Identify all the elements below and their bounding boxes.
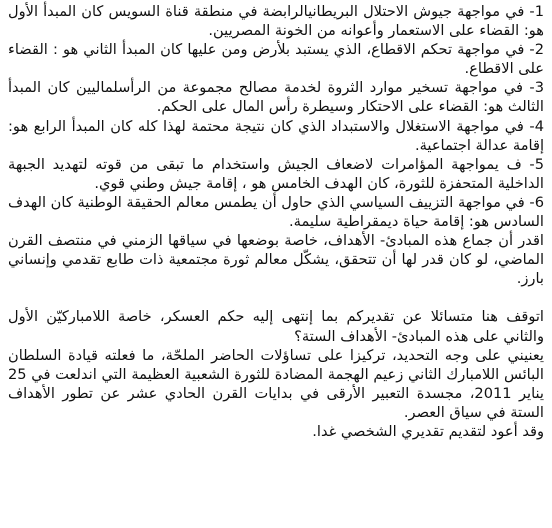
paragraph-principle-2: 2- في مواجهة تحكم الاقطاع، الذي يستبد بلأرض ومن عليها كان المبدأ الثاني هو : القضاء على الاقطاع. xyxy=(8,41,544,78)
paragraph-question: اتوقف هنا متسائلا عن تقديركم بما إنتهى إليه حكم العسكر، خاصة اللامباركيّن الأول والثاني على هذه المبادئ- الأهداف الستة؟ xyxy=(8,308,544,345)
paragraph-principle-5: 5- ف يمواجهة المؤامرات لاضعاف الجيش واستخدام ما تبقى من قوته لتهديد الجبهة الداخلية المتحفزة للثورة، كان الهدف الخامس هو ، إقامة جيش وطني قوي. xyxy=(8,155,544,192)
paragraph-focus: يعنيني على وجه التحديد، تركيزا على تساؤلات الحاضر الملحّة، ما فعلته قيادة السلطان البائس اللامبارك الثاني زعيم الهجمة المضادة للثورة الشعبية العظيمة التي اندلعت في 25 يناير 2011، مجسدة التعبير الأرقى في بدايات القرن الحادي عشر عن تطور الأهداف الستة في سياق العصر. xyxy=(8,346,544,421)
paragraph-assessment: اقدر أن جماع هذه المبادئ- الأهداف، خاصة بوضعها في سياقها الزمني في منتصف القرن الماضي، لو كان قدر لها أن تتحقق، يشكّل معالم ثورة مجتمعية ذات طابع تقدمي وإنساني بارز. xyxy=(8,232,544,288)
paragraph-principle-6: 6- في مواجهة التزييف السياسي الذي حاول أن يطمس معالم الحقيقة الوطنية كان الهدف السادس هو: إقامة حياة ديمقراطية سليمة. xyxy=(8,193,544,231)
paragraph-spacer xyxy=(8,288,544,307)
paragraph-principle-4: 4- في مواجهة الاستغلال والاستبداد الذي كان نتيجة محتمة لهذا كله كان المبدأ الرابع هو: إقامة عدالة اجتماعية. xyxy=(8,117,544,154)
paragraph-principle-3: 3- في مواجهة تسخير موارد الثروة لخدمة مصالح مجموعة من الرأسلماليين كان المبدأ الثالث هو: القضاء على الاحتكار وسيطرة رأس المال على الحكم. xyxy=(8,79,544,116)
paragraph-closing: وقد أعود لتقديم تقديري الشخصي غدا. xyxy=(312,422,544,440)
paragraph-principle-1: 1- في مواجهة جيوش الاحتلال البريطانيالرابضة في منطقة قناة السويس كان المبدأ الأول هو: القضاء على الاستعمار وأعوانه من الخونة المصريين. xyxy=(8,3,544,40)
